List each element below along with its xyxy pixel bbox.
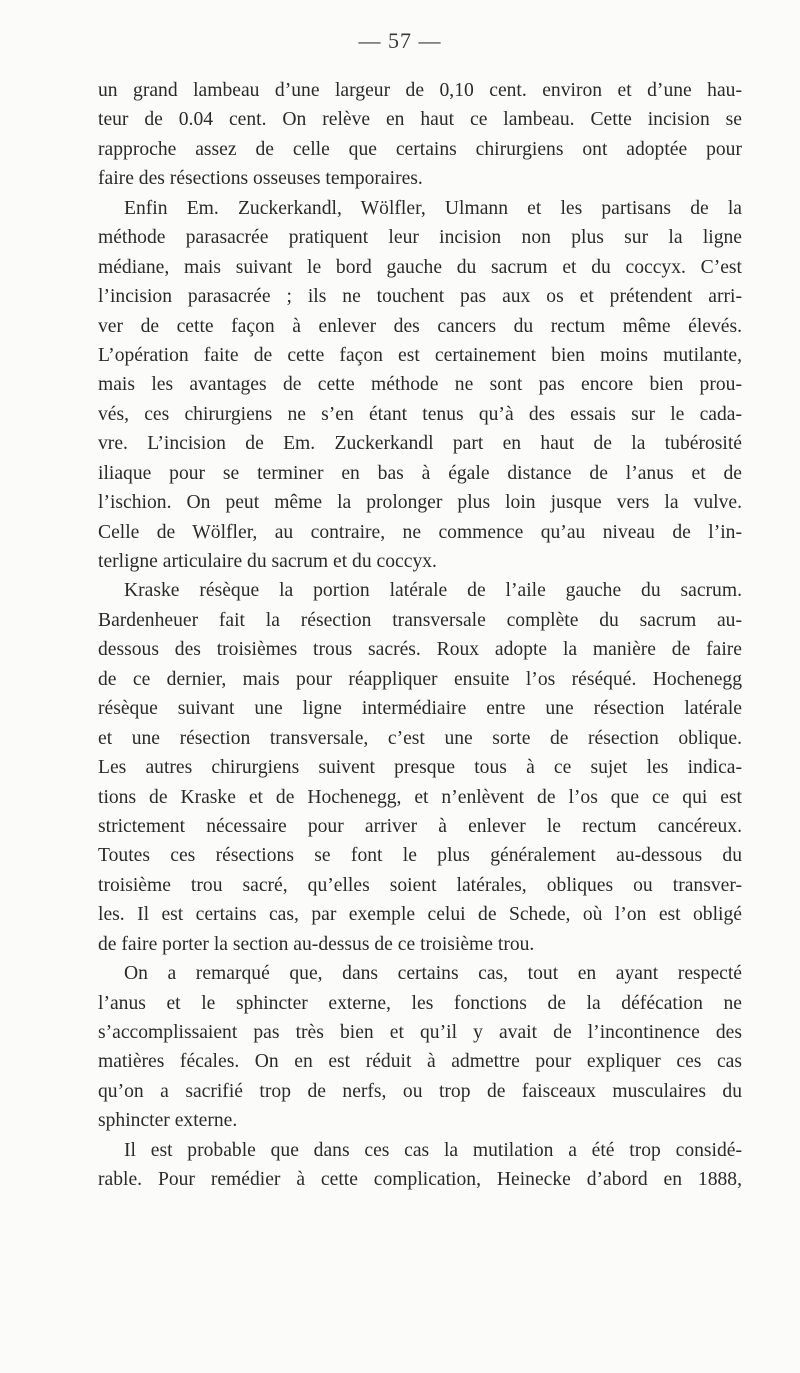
text-line: les. Il est certains cas, par exemple celui de Schede, où l’on est obligé <box>98 904 742 926</box>
text-line: vre. L’incision de Em. Zuckerkandl part en haut de la tubérosité <box>98 433 742 455</box>
text-line: dessous des troisièmes trous sacrés. Roux adopte la manière de faire <box>98 639 742 661</box>
paragraph <box>98 194 742 577</box>
paragraph <box>98 959 742 1136</box>
paragraph <box>98 1136 742 1195</box>
text-line: qu’on a sacrifié trop de nerfs, ou trop de faisceaux musculaires du <box>98 1080 742 1102</box>
paragraph <box>98 576 742 959</box>
text-line: s’accomplissaient pas très bien et qu’il y avait de l’incontinence des <box>98 1022 742 1043</box>
text-line: rable. Pour remédier à cette complication, Heinecke d’abord en 1888, <box>98 1169 742 1191</box>
text-line: Il est probable que dans ces cas la mutilation a été trop considé- <box>124 1139 742 1161</box>
page-number: — 57 — <box>358 28 442 53</box>
text-line: de faire porter la section au-dessus de ce troisième trou. <box>98 933 535 955</box>
text-line: ver de cette façon à enlever des cancers du rectum même élevés. <box>98 315 742 337</box>
text-line: faire des résections osseuses temporaires. <box>98 168 423 190</box>
text-line: méthode parasacrée pratiquent leur incision non plus sur la ligne <box>98 227 742 249</box>
text-line: strictement nécessaire pour arriver à enlever le rectum cancéreux. <box>98 815 742 837</box>
text-line: rapproche assez de celle que certains chirurgiens ont adoptée pour <box>98 138 742 160</box>
text-line: médiane, mais suivant le bord gauche du sacrum et du coccyx. C’est <box>98 256 742 278</box>
text-line: iliaque pour se terminer en bas à égale distance de l’anus et de <box>98 462 742 484</box>
paragraph <box>98 76 742 194</box>
text-line: Toutes ces résections se font le plus généralement au-dessous du <box>98 845 742 867</box>
text-line: de ce dernier, mais pour réappliquer ensuite l’os réséqué. Hochenegg <box>98 668 742 690</box>
text-line: Celle de Wölfler, au contraire, ne commence qu’au niveau de l’in- <box>98 521 742 543</box>
text-line: Les autres chirurgiens suivent presque tous à ce sujet les indica- <box>98 757 742 779</box>
text-line: mais les avantages de cette méthode ne sont pas encore bien prou- <box>98 374 742 396</box>
text-line: l’ischion. On peut même la prolonger plus loin jusque vers la vulve. <box>98 492 742 514</box>
text-line: L’opération faite de cette façon est certainement bien moins mutilante, <box>98 344 742 366</box>
text-line: un grand lambeau d’une largeur de 0,10 cent. environ et d’une hau- <box>98 80 742 101</box>
text-line: matières fécales. On en est réduit à admettre pour expliquer ces cas <box>98 1051 742 1073</box>
text-line: teur de 0.04 cent. On relève en haut ce lambeau. Cette incision se <box>98 109 742 131</box>
text-line: l’anus et le sphincter externe, les fonctions de la défécation ne <box>98 992 742 1014</box>
text-line: Bardenheuer fait la résection transversale complète du sacrum au- <box>98 609 742 631</box>
text-line: tions de Kraske et de Hochenegg, et n’enlèvent de l’os que ce qui est <box>98 786 742 808</box>
text-line: Enfin Em. Zuckerkandl, Wölfler, Ulmann et les partisans de la <box>124 197 742 219</box>
text-line: troisième trou sacré, qu’elles soient latérales, obliques ou transver- <box>98 874 742 896</box>
text-line: vés, ces chirurgiens ne s’en étant tenus qu’à des essais sur le cada- <box>98 403 742 425</box>
text-line: résèque suivant une ligne intermédiaire entre une résection latérale <box>98 698 742 720</box>
body-text <box>98 76 742 1195</box>
text-line: terligne articulaire du sacrum et du coccyx. <box>98 551 437 572</box>
text-line: et une résection transversale, c’est une sorte de résection oblique. <box>98 727 742 749</box>
text-line: sphincter externe. <box>98 1110 238 1132</box>
text-line: l’incision parasacrée ; ils ne touchent pas aux os et prétendent arri- <box>98 286 742 308</box>
text-line: On a remarqué que, dans certains cas, tout en ayant respecté <box>124 963 742 985</box>
text-line: Kraske résèque la portion latérale de l’aile gauche du sacrum. <box>124 580 742 602</box>
